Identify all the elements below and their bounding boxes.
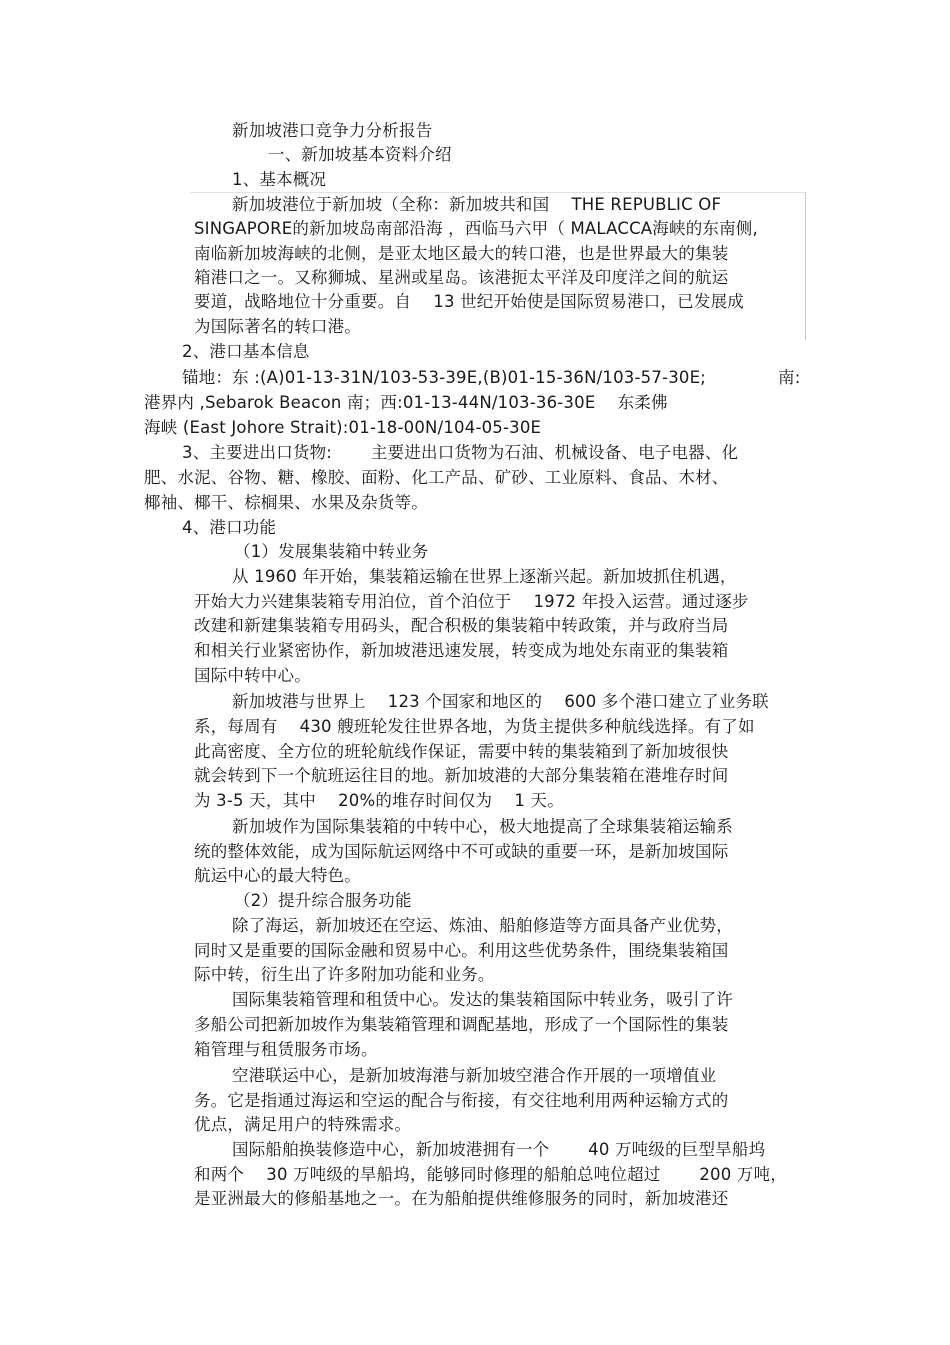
paragraph-line: 国际中转中心。 (194, 666, 311, 685)
paragraph-line: 是亚洲最大的修船基地之一。在为船舶提供维修服务的同时，新加坡港还 (194, 1189, 729, 1208)
sub-heading-container-transit: （1）发展集装箱中转业务 (234, 542, 429, 561)
paragraph-line: 系，每周有 430 艘班轮发往世界各地，为货主提供多种航线选择。有了如 (194, 717, 755, 736)
cargo-line: 3、主要进出口货物: 主要进出口货物为石油、机械设备、电子电器、化 (182, 443, 739, 462)
paragraph-line: 务。它是指通过海运和空运的配合与衔接，有交往地利用两种运输方式的 (194, 1091, 729, 1110)
paragraph-line: 箱港口之一。又称狮城、星洲或星岛。该港扼太平洋及印度洋之间的航运 (194, 268, 729, 287)
paragraph-line: 从 1960 年开始，集装箱运输在世界上逐渐兴起。新加坡抓住机遇， (232, 567, 737, 586)
anchorage-line: 锚地：东 :(A)01-13-31N/103-53-39E,(B)01-15-36N/103-57-30E; (182, 368, 706, 387)
section-heading-1: 一、新加坡基本资料介绍 (268, 145, 452, 164)
subsection-heading-port-info: 2、港口基本信息 (182, 342, 310, 361)
paragraph-line: 航运中心的最大特色。 (194, 866, 361, 885)
paragraph-line: 开始大力兴建集装箱专用泊位，首个泊位于 1972 年投入运营。通过逐步 (194, 592, 749, 611)
paragraph-line: 际中转，衍生出了许多附加功能和业务。 (194, 965, 495, 984)
paragraph-line: 为 3-5 天，其中 20%的堆存时间仅为 1 天。 (194, 791, 564, 810)
paragraph-line: 要道，战略地位十分重要。自 13 世纪开始使是国际贸易港口，已发展成 (194, 292, 744, 311)
cargo-line: 肥、水泥、谷物、糖、橡胶、面粉、化工产品、矿砂、工业原料、食品、木材、 (144, 468, 729, 487)
paragraph-line: 优点，满足用户的特殊需求。 (194, 1115, 412, 1134)
paragraph-line: 多船公司把新加坡作为集装箱管理和调配基地，形成了一个国际性的集装 (194, 1015, 729, 1034)
paragraph-line: 统的整体效能，成为国际航运网络中不可或缺的重要一环，是新加坡国际 (194, 842, 729, 861)
paragraph-line: 新加坡港与世界上 123 个国家和地区的 600 多个港口建立了业务联 (232, 692, 769, 711)
paragraph-line: 就会转到下一个航班运往目的地。新加坡港的大部分集装箱在港堆存时间 (194, 766, 729, 785)
paragraph-line: 此高密度、全方位的班轮航线作保证，需要中转的集装箱到了新加坡很快 (194, 742, 729, 761)
paragraph-line: 除了海运，新加坡还在空运、炼油、船舶修造等方面具备产业优势， (232, 916, 733, 935)
paragraph-line: 空港联运中心，是新加坡海港与新加坡空港合作开展的一项增值业 (232, 1066, 717, 1085)
anchorage-line: 南: (778, 368, 801, 387)
document-title: 新加坡港口竞争力分析报告 (232, 121, 433, 140)
paragraph-line: 为国际著名的转口港。 (194, 317, 361, 336)
paragraph-line: 和相关行业紧密协作，新加坡港迅速发展，转变成为地处东南亚的集装箱 (194, 641, 729, 660)
subsection-heading-functions: 4、港口功能 (182, 518, 277, 537)
paragraph-line: SINGAPORE的新加坡岛南部沿海 ，西临马六甲（ MALACCA海峡的东南侧, (194, 219, 758, 238)
paragraph-line: 国际船舶换装修造中心，新加坡港拥有一个 40 万吨级的巨型旱船坞 (232, 1140, 766, 1159)
sub-heading-service-functions: （2）提升综合服务功能 (234, 891, 412, 910)
subsection-heading-basic: 1、基本概况 (232, 170, 327, 189)
cargo-line: 椰袖、椰干、棕榈果、水果及杂货等。 (144, 493, 428, 512)
paragraph-line: 箱管理与租赁服务市场。 (194, 1040, 378, 1059)
paragraph-line: 新加坡作为国际集装箱的中转中心，极大地提高了全球集装箱运输系 (232, 817, 733, 836)
paragraph-line: 南临新加坡海峡的北侧，是亚太地区最大的转口港，也是世界最大的集装 (194, 244, 729, 263)
paragraph-line: 新加坡港位于新加坡（全称：新加坡共和国 THE REPUBLIC OF (232, 195, 722, 214)
paragraph-line: 国际集装箱管理和租赁中心。发达的集装箱国际中转业务，吸引了许 (232, 990, 733, 1009)
anchorage-line: 港界内 ,Sebarok Beacon 南；西:01-13-44N/103-36-30E 东柔佛 (144, 393, 668, 412)
paragraph-line: 改建和新建集装箱专用码头，配合积极的集装箱中转政策，并与政府当局 (194, 616, 729, 635)
paragraph-line: 同时又是重要的国际金融和贸易中心。利用这些优势条件，围绕集装箱国 (194, 941, 729, 960)
frame-right-rule (805, 192, 806, 340)
paragraph-line: 和两个 30 万吨级的旱船坞，能够同时修理的船舶总吨位超过 200 万吨， (194, 1165, 787, 1184)
anchorage-line: 海峡 (East Johore Strait):01-18-00N/104-05-30E (144, 418, 542, 437)
